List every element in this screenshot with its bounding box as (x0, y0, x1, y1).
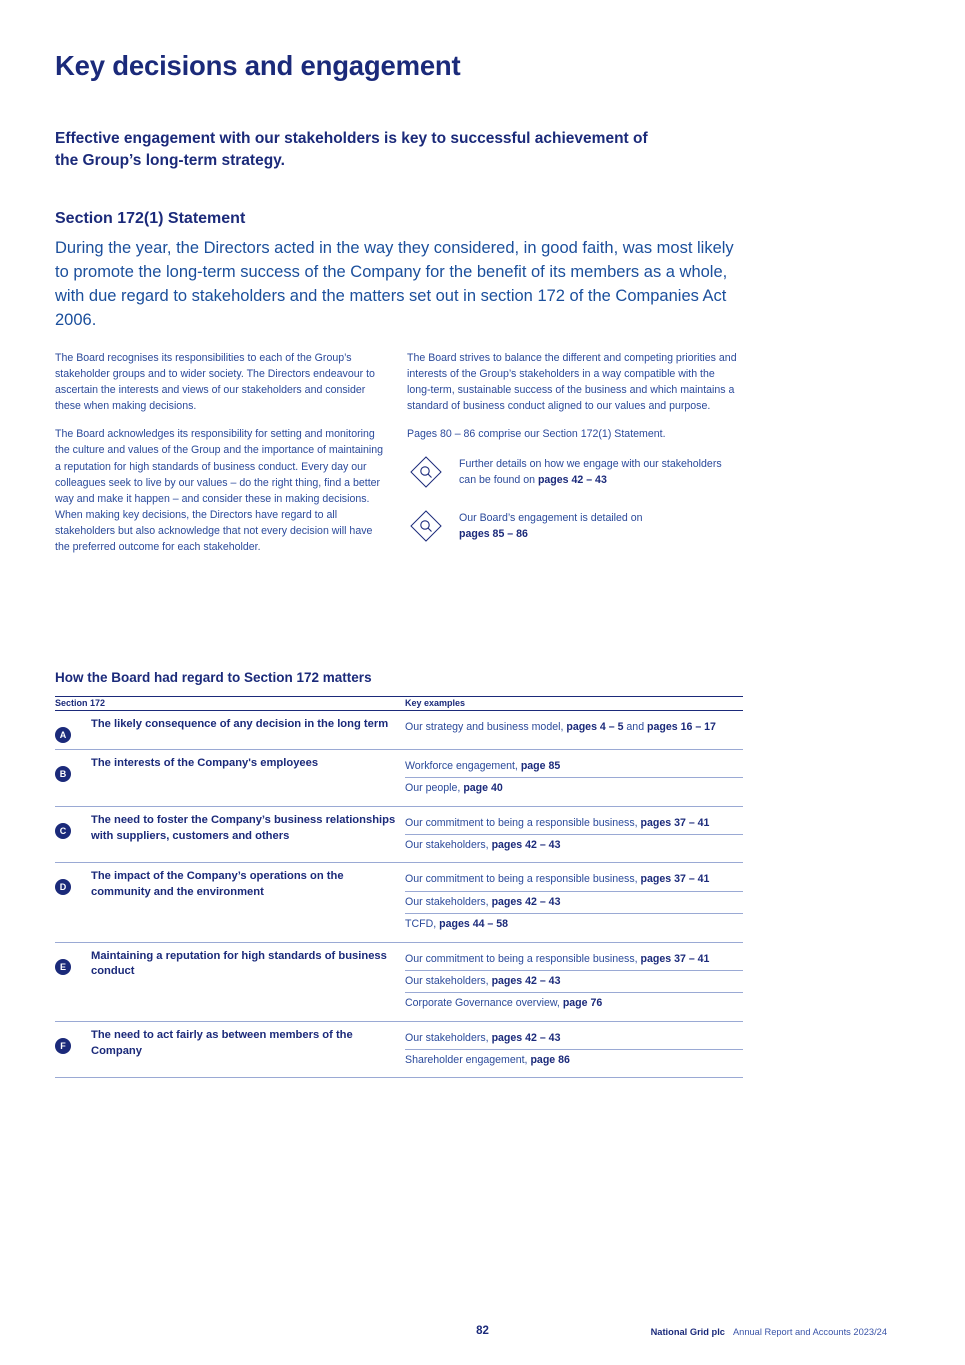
row-matter-text: Maintaining a reputation for high standards of business conduct (91, 942, 405, 1021)
example-text: Our stakeholders, (405, 1031, 492, 1044)
right-column (407, 350, 737, 550)
example-line[interactable] (405, 1028, 743, 1049)
example-text: Our stakeholders, (405, 974, 492, 987)
example-text: Our commitment to being a responsible business, (405, 816, 641, 829)
badge-b: B (55, 766, 71, 782)
example-line[interactable] (405, 949, 743, 970)
example-line[interactable] (405, 970, 743, 992)
example-text: Our strategy and business model, (405, 721, 567, 733)
footer-meta (651, 1327, 887, 1337)
example-pages: pages 42 – 43 (491, 1031, 561, 1044)
example-text: Our stakeholders, (405, 895, 492, 908)
example-line[interactable] (405, 777, 743, 799)
example-pages: page 86 (530, 1053, 570, 1066)
magnifier-diamond-icon (410, 456, 442, 488)
row-examples-cell (405, 863, 743, 942)
badge-e: E (55, 959, 71, 975)
example-line[interactable] (405, 913, 743, 935)
example-line[interactable] (405, 992, 743, 1014)
table-row (55, 750, 743, 807)
example-text: Our commitment to being a responsible business, (405, 873, 641, 886)
row-examples-cell (405, 750, 743, 807)
row-matter-text: The interests of the Company's employees (91, 750, 405, 807)
example-text-2: and (623, 721, 648, 733)
example-line[interactable] (405, 756, 743, 777)
report-name: Annual Report and Accounts 2023/24 (732, 1327, 887, 1337)
page-title: Key decisions and engagement (55, 50, 461, 81)
row-badge-cell (55, 863, 91, 942)
badge-f: F (55, 1038, 71, 1054)
left-paragraph-1: The Board recognises its responsibilities to each of the Group’s stakeholder groups and to wider society. The Directors endeavour to ascertain the interests and views of our stakeholders and consider these when making decisions. (55, 352, 375, 413)
section-intro-paragraph: During the year, the Directors acted in the way they considered, in good faith, was most likely to promote the long-term success of the Company for the benefit of its members as a whole, with due regard to stakeholders and the matters set out in section 172 of the Companies Act 2006. (55, 239, 734, 330)
left-paragraph-2: The Board acknowledges its responsibility for setting and monitoring the culture and values of the Group and the importance of maintaining a reputation for high standards of business conduct. Every day our colleagues seek to live by our values – do the right thing, find a better way and make it happen – and consider these in making decisions. When making key decisions, the Directors have regard to all stakeholders but also acknowledge that not every decision will have the preferred outcome for each stakeholder. (55, 428, 384, 554)
example-pages: page 85 (520, 760, 561, 772)
row-matter-text: The need to act fairly as between members of the Company (91, 1021, 405, 1078)
row-examples-cell (405, 806, 743, 863)
example-line[interactable] (405, 717, 743, 738)
left-column (55, 350, 385, 567)
example-pages: pages 37 – 41 (640, 952, 710, 965)
example-pages: page 76 (562, 997, 603, 1010)
example-pages: pages 37 – 41 (640, 873, 710, 886)
callout-2-text: Our Board’s engagement is detailed on (459, 512, 643, 525)
row-matter-text: The impact of the Company’s operations on the community and the environment (91, 863, 405, 942)
row-matter-text: The likely consequence of any decision in the long term (91, 711, 405, 750)
example-pages: pages 42 – 43 (491, 839, 561, 852)
table-row (55, 863, 743, 942)
example-text: Our commitment to being a responsible business, (405, 952, 641, 965)
badge-c: C (55, 823, 71, 839)
example-text: Our people, (405, 782, 464, 795)
row-examples-cell (405, 942, 743, 1021)
table-row (55, 806, 743, 863)
cross-reference-callout-2[interactable] (407, 508, 737, 550)
right-paragraph-1: The Board strives to balance the different and competing priorities and interests of the Group’s stakeholders in a way compatible with the long-term, sustainable success of the business and which maintains a standard of business conduct aligned to our values and purpose. (407, 352, 737, 413)
example-text: Workforce engagement, (405, 760, 521, 772)
example-pages: pages 37 – 41 (640, 816, 710, 829)
row-examples-cell (405, 1021, 743, 1078)
page-number: 82 (476, 1325, 489, 1337)
example-text: TCFD, (405, 918, 440, 931)
magnifier-diamond-icon (410, 510, 442, 542)
example-text: Corporate Governance overview, (405, 997, 563, 1010)
badge-d: D (55, 879, 71, 895)
example-pages: pages 44 – 58 (439, 918, 509, 931)
table-row (55, 1021, 743, 1078)
table-heading: How the Board had regard to Section 172 matters (55, 670, 372, 685)
row-badge-cell (55, 711, 91, 750)
right-paragraph-2: Pages 80 – 86 comprise our Section 172(1) Statement. (407, 428, 666, 441)
example-line[interactable] (405, 813, 743, 834)
col-header-key-examples: Key examples (405, 697, 743, 711)
example-text: Shareholder engagement, (405, 1053, 531, 1066)
table-header-row (55, 697, 743, 711)
table-row (55, 942, 743, 1021)
example-pages: pages 42 – 43 (491, 974, 561, 987)
badge-a: A (55, 727, 71, 743)
example-pages: pages 4 – 5 (566, 721, 624, 733)
col-header-section-172: Section 172 (55, 697, 405, 711)
callout-2-pages: pages 85 – 86 (459, 528, 528, 541)
example-line[interactable] (405, 834, 743, 856)
lead-statement: Effective engagement with our stakeholders is key to successful achievement of the Group’s long-term strategy. (55, 130, 648, 170)
row-badge-cell (55, 750, 91, 807)
example-line[interactable] (405, 891, 743, 913)
callout-1-text: Further details on how we engage with our stakeholders can be found on (459, 458, 722, 487)
company-name: National Grid plc (650, 1327, 725, 1337)
example-pages: pages 42 – 43 (491, 895, 561, 908)
example-pages: page 40 (463, 782, 503, 795)
example-line[interactable] (405, 1049, 743, 1071)
row-examples-cell (405, 711, 743, 750)
row-matter-text: The need to foster the Company’s business relationships with suppliers, customers and others (91, 806, 405, 863)
table-row (55, 711, 743, 750)
row-badge-cell (55, 1021, 91, 1078)
row-badge-cell (55, 806, 91, 863)
callout-1-pages: pages 42 – 43 (537, 474, 607, 487)
section-172-matters-table (55, 696, 743, 1078)
example-text: Our stakeholders, (405, 839, 492, 852)
example-pages-2: pages 16 – 17 (647, 721, 716, 733)
example-line[interactable] (405, 869, 743, 890)
section-heading: Section 172(1) Statement (55, 210, 246, 227)
row-badge-cell (55, 942, 91, 1021)
cross-reference-callout-1[interactable] (407, 454, 737, 496)
